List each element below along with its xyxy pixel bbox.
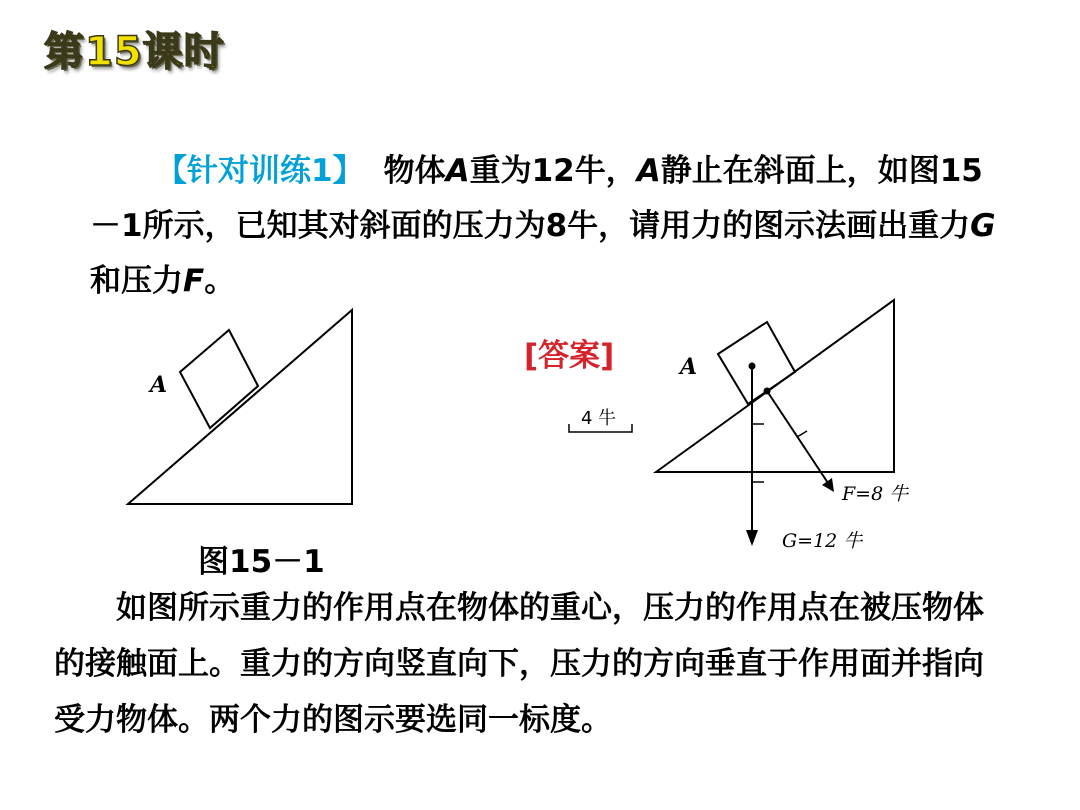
problem-text-5: 。 <box>204 263 236 299</box>
pressure-tick <box>797 431 807 437</box>
explanation <box>54 580 1014 748</box>
gravity-arrow-head <box>746 530 758 546</box>
problem-var-a2: A <box>636 153 661 189</box>
block-a-label-left: A <box>150 372 168 398</box>
figure-left <box>128 310 352 504</box>
block-a-label-answer: A <box>680 354 698 380</box>
figure-answer <box>656 300 909 552</box>
block-a-answer <box>718 322 795 404</box>
scale-bar <box>569 408 632 432</box>
problem-var-g: G <box>970 208 996 244</box>
block-a-left <box>180 330 258 428</box>
explanation-text: 如图所示重力的作用点在物体的重心，压力的作用点在被压物体的接触面上。重力的方向竖直向下，压力的方向垂直于作用面并指向受力物体。两个力的图示要选同一标度。 <box>54 590 984 738</box>
problem-var-a: A <box>445 153 470 189</box>
pressure-arrow-head <box>822 478 834 492</box>
force-g-label: G=12 牛 <box>782 530 863 552</box>
problem-var-f: F <box>183 263 205 299</box>
incline-left <box>128 310 352 504</box>
figure-caption: 图15－1 <box>198 544 325 580</box>
force-f-label: F=8 牛 <box>842 483 909 505</box>
lesson-title: 第15课时 <box>44 29 225 75</box>
answer-tag: [答案] <box>524 338 615 374</box>
problem-text-3: 静止在斜面上，如图15－1所示，已知其对斜面的压力为8牛，请用力的图示法画出重力 <box>90 153 983 244</box>
problem-tag: 【针对训练1】 <box>156 153 364 189</box>
problem-text-1: 物体 <box>383 153 446 189</box>
scale-bar-label: 4 牛 <box>581 408 617 429</box>
problem-text-4: 和压力 <box>90 263 183 299</box>
problem-text-2: 重为12牛， <box>469 153 637 189</box>
